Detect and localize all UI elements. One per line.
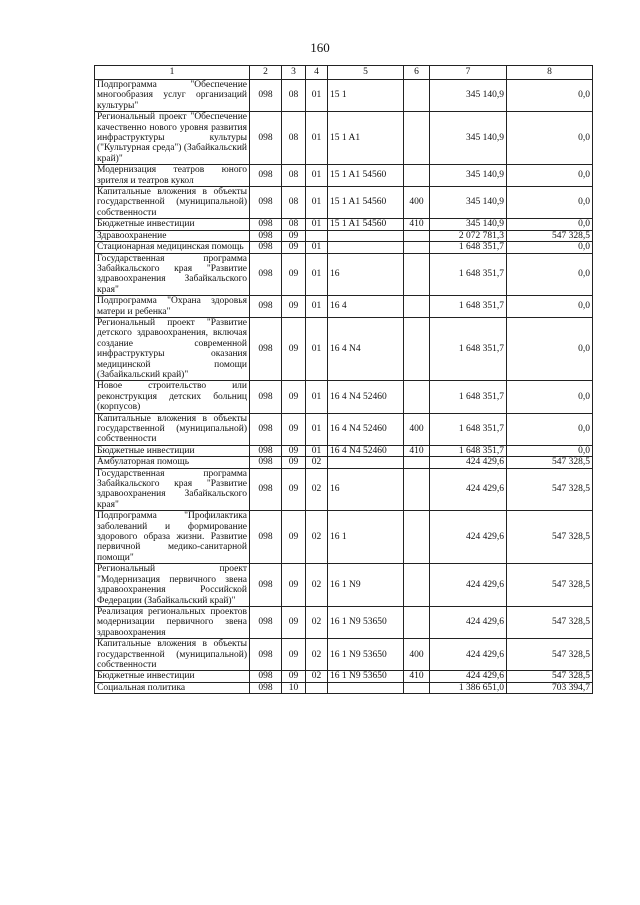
row-amount-2-cell: 547 328,5 (507, 639, 593, 671)
row-target-cell (328, 457, 404, 468)
row-amount-2-cell: 0,0 (507, 112, 593, 165)
row-section-cell: 09 (282, 381, 306, 413)
row-section-cell: 09 (282, 242, 306, 253)
row-section-cell: 09 (282, 639, 306, 671)
col-header-target: 5 (328, 66, 404, 80)
row-amount-1-cell: 345 140,9 (430, 187, 507, 219)
row-section-cell: 08 (282, 165, 306, 187)
row-section-cell: 09 (282, 468, 306, 511)
row-section-cell: 09 (282, 317, 306, 380)
row-section-cell: 08 (282, 80, 306, 112)
row-ministry-cell: 098 (250, 230, 282, 241)
row-section-cell: 09 (282, 230, 306, 241)
row-ministry-cell: 098 (250, 445, 282, 456)
row-subsection-cell: 01 (306, 296, 328, 318)
row-name-cell: Подпрограмма "Охрана здоровья матери и ребенка" (95, 296, 250, 318)
row-target-cell (328, 242, 404, 253)
row-expense-type-cell (404, 381, 430, 413)
table-row (95, 445, 593, 456)
row-expense-type-cell (404, 682, 430, 693)
row-target-cell: 16 4 N4 52460 (328, 413, 404, 445)
row-ministry-cell: 098 (250, 317, 282, 380)
table-row (95, 112, 593, 165)
row-expense-type-cell: 410 (404, 671, 430, 682)
row-expense-type-cell (404, 457, 430, 468)
table-row (95, 165, 593, 187)
row-target-cell: 15 1 (328, 80, 404, 112)
row-amount-1-cell: 1 648 351,7 (430, 317, 507, 380)
row-amount-1-cell: 345 140,9 (430, 80, 507, 112)
row-subsection-cell: 02 (306, 468, 328, 511)
row-subsection-cell: 01 (306, 381, 328, 413)
row-target-cell: 16 1 N9 53650 (328, 639, 404, 671)
row-ministry-cell: 098 (250, 639, 282, 671)
row-amount-2-cell: 547 328,5 (507, 671, 593, 682)
row-amount-2-cell: 547 328,5 (507, 457, 593, 468)
row-subsection-cell: 02 (306, 606, 328, 638)
table-row (95, 80, 593, 112)
col-header-amount-2: 8 (507, 66, 593, 80)
row-ministry-cell: 098 (250, 187, 282, 219)
row-amount-2-cell: 547 328,5 (507, 564, 593, 607)
table-row (95, 219, 593, 230)
row-ministry-cell: 098 (250, 682, 282, 693)
budget-table (94, 65, 593, 694)
row-amount-2-cell: 0,0 (507, 242, 593, 253)
row-amount-1-cell: 1 648 351,7 (430, 445, 507, 456)
row-expense-type-cell (404, 165, 430, 187)
row-subsection-cell (306, 230, 328, 241)
row-amount-2-cell: 547 328,5 (507, 230, 593, 241)
row-ministry-cell: 098 (250, 511, 282, 564)
row-expense-type-cell (404, 511, 430, 564)
table-row (95, 381, 593, 413)
row-amount-1-cell: 2 072 781,3 (430, 230, 507, 241)
row-target-cell: 16 (328, 253, 404, 296)
table-row (95, 564, 593, 607)
row-subsection-cell: 01 (306, 242, 328, 253)
row-name-cell: Социальная политика (95, 682, 250, 693)
row-amount-2-cell: 0,0 (507, 253, 593, 296)
row-name-cell: Модернизация театров юного зрителя и театров кукол (95, 165, 250, 187)
row-name-cell: Бюджетные инвестиции (95, 671, 250, 682)
row-ministry-cell: 098 (250, 242, 282, 253)
row-section-cell: 08 (282, 187, 306, 219)
row-target-cell: 15 1 A1 (328, 112, 404, 165)
row-amount-2-cell: 0,0 (507, 165, 593, 187)
row-name-cell: Бюджетные инвестиции (95, 219, 250, 230)
row-amount-2-cell: 703 394,7 (507, 682, 593, 693)
row-target-cell: 16 4 N4 52460 (328, 445, 404, 456)
row-section-cell: 08 (282, 219, 306, 230)
row-subsection-cell: 02 (306, 564, 328, 607)
row-ministry-cell: 098 (250, 165, 282, 187)
row-subsection-cell: 02 (306, 457, 328, 468)
table-row (95, 511, 593, 564)
row-name-cell: Новое строительство или реконструкция детских больниц (корпусов) (95, 381, 250, 413)
row-target-cell: 16 4 (328, 296, 404, 318)
row-expense-type-cell (404, 230, 430, 241)
row-target-cell: 16 1 N9 (328, 564, 404, 607)
row-amount-2-cell: 547 328,5 (507, 511, 593, 564)
table-row (95, 317, 593, 380)
table-row (95, 242, 593, 253)
row-amount-2-cell: 0,0 (507, 413, 593, 445)
row-amount-1-cell: 424 429,6 (430, 639, 507, 671)
row-expense-type-cell: 400 (404, 413, 430, 445)
row-target-cell: 15 1 A1 54560 (328, 219, 404, 230)
table-row (95, 671, 593, 682)
row-name-cell: Реализация региональных проектов модернизации первичного звена здравоохранения (95, 606, 250, 638)
table-row (95, 639, 593, 671)
table-row (95, 682, 593, 693)
row-name-cell: Здравоохранение (95, 230, 250, 241)
row-target-cell: 16 4 N4 (328, 317, 404, 380)
row-amount-1-cell: 424 429,6 (430, 511, 507, 564)
col-header-section: 3 (282, 66, 306, 80)
row-section-cell: 09 (282, 413, 306, 445)
row-expense-type-cell (404, 468, 430, 511)
table-row (95, 253, 593, 296)
row-amount-1-cell: 1 386 651,0 (430, 682, 507, 693)
row-target-cell (328, 682, 404, 693)
col-header-ministry: 2 (250, 66, 282, 80)
row-subsection-cell (306, 682, 328, 693)
row-section-cell: 10 (282, 682, 306, 693)
col-header-subsection: 4 (306, 66, 328, 80)
row-ministry-cell: 098 (250, 671, 282, 682)
row-section-cell: 09 (282, 445, 306, 456)
row-expense-type-cell: 400 (404, 187, 430, 219)
row-amount-1-cell: 424 429,6 (430, 606, 507, 638)
row-subsection-cell: 01 (306, 219, 328, 230)
row-amount-1-cell: 1 648 351,7 (430, 242, 507, 253)
row-name-cell: Капитальные вложения в объекты государственной (муниципальной) собственности (95, 413, 250, 445)
row-name-cell: Капитальные вложения в объекты государственной (муниципальной) собственности (95, 639, 250, 671)
row-expense-type-cell: 400 (404, 639, 430, 671)
row-subsection-cell: 01 (306, 317, 328, 380)
row-section-cell: 09 (282, 606, 306, 638)
row-amount-1-cell: 1 648 351,7 (430, 413, 507, 445)
row-expense-type-cell (404, 296, 430, 318)
table-body (95, 80, 593, 694)
row-ministry-cell: 098 (250, 564, 282, 607)
row-ministry-cell: 098 (250, 381, 282, 413)
row-target-cell: 15 1 A1 54560 (328, 165, 404, 187)
row-amount-2-cell: 0,0 (507, 187, 593, 219)
row-name-cell: Региональный проект "Модернизация первичного звена здравоохранения Российской Федерации (Забайкальский край)" (95, 564, 250, 607)
table-row (95, 296, 593, 318)
row-amount-1-cell: 424 429,6 (430, 468, 507, 511)
row-ministry-cell: 098 (250, 296, 282, 318)
row-target-cell: 16 1 (328, 511, 404, 564)
row-ministry-cell: 098 (250, 219, 282, 230)
row-name-cell: Государственная программа Забайкальского края "Развитие здравоохранения Забайкальского края" (95, 253, 250, 296)
row-amount-2-cell: 0,0 (507, 80, 593, 112)
row-amount-1-cell: 345 140,9 (430, 112, 507, 165)
header-row (95, 66, 593, 80)
row-name-cell: Стационарная медицинская помощь (95, 242, 250, 253)
row-amount-1-cell: 1 648 351,7 (430, 381, 507, 413)
table-row (95, 187, 593, 219)
row-amount-1-cell: 345 140,9 (430, 219, 507, 230)
row-section-cell: 09 (282, 296, 306, 318)
row-name-cell: Региональный проект "Развитие детского здравоохранения, включая создание современной инфраструктуры оказания медицинской помощи (Забайкальский край)" (95, 317, 250, 380)
row-expense-type-cell (404, 242, 430, 253)
row-target-cell: 15 1 A1 54560 (328, 187, 404, 219)
row-amount-2-cell: 0,0 (507, 445, 593, 456)
table-row (95, 468, 593, 511)
row-subsection-cell: 02 (306, 671, 328, 682)
row-ministry-cell: 098 (250, 112, 282, 165)
row-expense-type-cell (404, 253, 430, 296)
row-expense-type-cell (404, 80, 430, 112)
row-target-cell: 16 1 N9 53650 (328, 671, 404, 682)
row-expense-type-cell (404, 606, 430, 638)
row-expense-type-cell (404, 564, 430, 607)
row-expense-type-cell (404, 112, 430, 165)
row-subsection-cell: 01 (306, 413, 328, 445)
row-expense-type-cell: 410 (404, 219, 430, 230)
row-ministry-cell: 098 (250, 253, 282, 296)
row-name-cell: Региональный проект "Обеспечение качественно нового уровня развития инфраструктуры культуры ("Культурная среда") (Забайкальский край)" (95, 112, 250, 165)
table-row (95, 457, 593, 468)
row-amount-1-cell: 424 429,6 (430, 564, 507, 607)
row-subsection-cell: 02 (306, 511, 328, 564)
row-name-cell: Бюджетные инвестиции (95, 445, 250, 456)
row-subsection-cell: 01 (306, 112, 328, 165)
table-row (95, 230, 593, 241)
row-section-cell: 09 (282, 671, 306, 682)
row-name-cell: Капитальные вложения в объекты государственной (муниципальной) собственности (95, 187, 250, 219)
row-amount-2-cell: 547 328,5 (507, 606, 593, 638)
row-ministry-cell: 098 (250, 413, 282, 445)
row-amount-1-cell: 424 429,6 (430, 671, 507, 682)
row-amount-1-cell: 1 648 351,7 (430, 253, 507, 296)
row-subsection-cell: 01 (306, 445, 328, 456)
row-amount-2-cell: 0,0 (507, 317, 593, 380)
row-ministry-cell: 098 (250, 80, 282, 112)
row-section-cell: 09 (282, 511, 306, 564)
row-expense-type-cell (404, 317, 430, 380)
row-target-cell (328, 230, 404, 241)
row-name-cell: Подпрограмма "Обеспечение многообразия услуг организаций культуры" (95, 80, 250, 112)
table-row (95, 413, 593, 445)
row-subsection-cell: 01 (306, 253, 328, 296)
row-amount-2-cell: 0,0 (507, 296, 593, 318)
row-name-cell: Государственная программа Забайкальского края "Развитие здравоохранения Забайкальского края" (95, 468, 250, 511)
row-ministry-cell: 098 (250, 468, 282, 511)
row-section-cell: 08 (282, 112, 306, 165)
row-amount-1-cell: 1 648 351,7 (430, 296, 507, 318)
col-header-expense-type: 6 (404, 66, 430, 80)
row-target-cell: 16 4 N4 52460 (328, 381, 404, 413)
col-header-name: 1 (95, 66, 250, 80)
row-section-cell: 09 (282, 564, 306, 607)
row-name-cell: Подпрограмма "Профилактика заболеваний и формирование здорового образа жизни. Развитие первичной медико-санитарной помощи" (95, 511, 250, 564)
col-header-amount-1: 7 (430, 66, 507, 80)
row-amount-2-cell: 547 328,5 (507, 468, 593, 511)
table-row (95, 606, 593, 638)
row-subsection-cell: 01 (306, 187, 328, 219)
row-subsection-cell: 01 (306, 165, 328, 187)
row-amount-2-cell: 0,0 (507, 219, 593, 230)
row-amount-1-cell: 345 140,9 (430, 165, 507, 187)
row-target-cell: 16 (328, 468, 404, 511)
row-expense-type-cell: 410 (404, 445, 430, 456)
row-section-cell: 09 (282, 253, 306, 296)
row-section-cell: 09 (282, 457, 306, 468)
row-ministry-cell: 098 (250, 606, 282, 638)
row-amount-2-cell: 0,0 (507, 381, 593, 413)
row-subsection-cell: 02 (306, 639, 328, 671)
page-number: 160 (310, 40, 330, 55)
row-subsection-cell: 01 (306, 80, 328, 112)
row-target-cell: 16 1 N9 53650 (328, 606, 404, 638)
row-ministry-cell: 098 (250, 457, 282, 468)
row-amount-1-cell: 424 429,6 (430, 457, 507, 468)
row-name-cell: Амбулаторная помощь (95, 457, 250, 468)
